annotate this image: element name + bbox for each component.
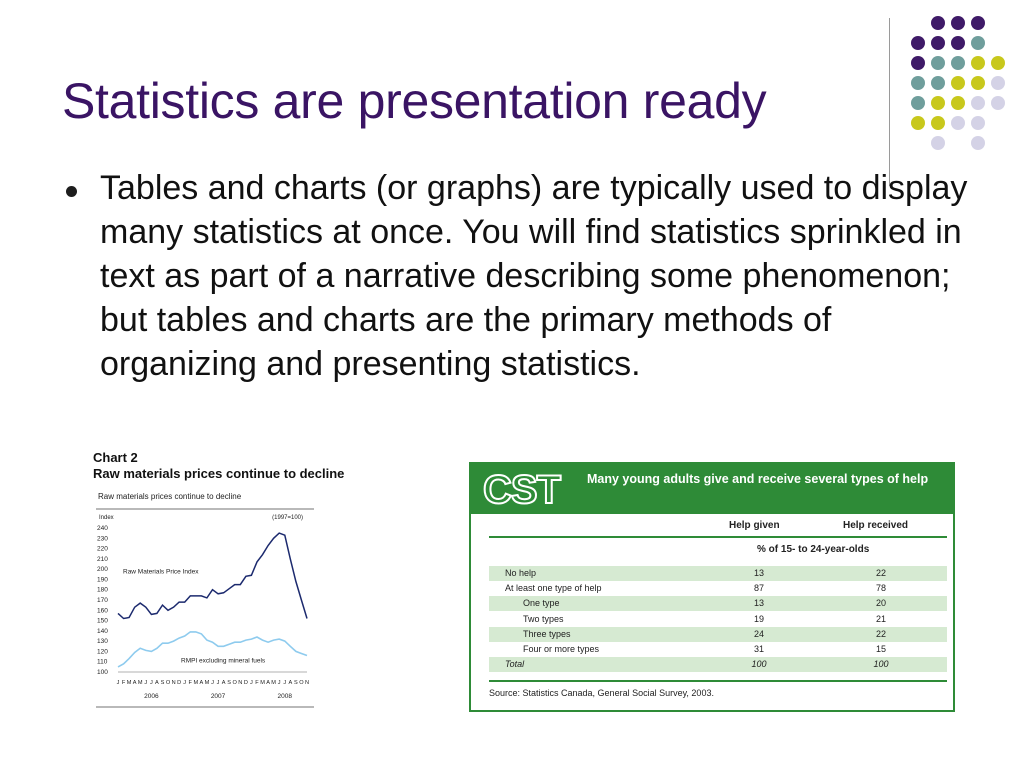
y-tick-label: 230 xyxy=(97,535,108,543)
x-tick-label: M xyxy=(193,680,199,686)
y-axis-label: Index xyxy=(99,515,114,521)
table-row xyxy=(489,627,947,642)
x-tick-label: O xyxy=(299,680,304,686)
decorative-dot xyxy=(931,56,945,70)
decorative-dot xyxy=(971,76,985,90)
y-tick-label: 140 xyxy=(97,627,108,635)
decorative-dot xyxy=(971,116,985,130)
y-tick-label: 100 xyxy=(97,669,108,676)
table-unit: % of 15- to 24-year-olds xyxy=(757,544,870,555)
bullet-icon xyxy=(66,186,77,197)
decorative-dot xyxy=(911,116,925,130)
table-row xyxy=(489,596,947,611)
series-label: RMPI excluding mineral fuels xyxy=(181,657,266,665)
y-tick-label: 110 xyxy=(97,658,108,666)
chart-header xyxy=(93,450,344,482)
decorative-dot xyxy=(931,136,945,150)
help-received-value: 78 xyxy=(875,583,886,594)
y-tick-label: 150 xyxy=(97,617,108,625)
table-row xyxy=(489,642,947,657)
table-rule-top xyxy=(489,536,947,538)
x-tick-label: M xyxy=(137,680,143,686)
decorative-dot xyxy=(951,116,965,130)
decorative-dot xyxy=(971,56,985,70)
y-tick-label: 220 xyxy=(97,545,108,553)
help-given-value: 24 xyxy=(753,628,764,639)
decorative-dot xyxy=(971,36,985,50)
x-tick-label: J xyxy=(149,680,153,686)
x-tick-label: A xyxy=(199,680,204,686)
decorative-dot xyxy=(951,16,965,30)
x-tick-label: N xyxy=(304,680,310,686)
x-tick-label: M xyxy=(126,680,132,686)
column-header-given: Help given xyxy=(729,520,780,531)
x-tick-label: S xyxy=(160,680,165,686)
table-title: Many young adults give and receive several types of help xyxy=(587,472,929,486)
year-label: 2006 xyxy=(144,693,159,700)
bullet-text: Tables and charts (or graphs) are typically used to display many statistics at once. You will find statistics sprinkled in text as part of a narrative describing some phenomenon; but tables and charts are the primary methods of organizing and presenting statistics. xyxy=(100,169,968,383)
x-tick-label: J xyxy=(283,680,287,686)
decorative-dot xyxy=(951,76,965,90)
x-tick-label: M xyxy=(260,680,265,686)
row-label: Total xyxy=(505,659,525,670)
decorative-dot xyxy=(931,116,945,130)
decorative-dot xyxy=(951,56,965,70)
row-label: Two types xyxy=(523,613,564,624)
table-header-band xyxy=(471,464,953,514)
y-tick-label: 240 xyxy=(97,525,108,532)
row-label: One type xyxy=(523,598,560,609)
help-received-value: 21 xyxy=(875,613,886,624)
y-tick-label: 210 xyxy=(97,555,108,563)
chart-number: Chart 2 xyxy=(93,450,138,465)
y-tick-label: 190 xyxy=(97,576,108,584)
x-tick-label: A xyxy=(266,680,270,686)
x-tick-label: N xyxy=(171,680,176,686)
x-tick-label: A xyxy=(221,680,226,686)
x-tick-label: J xyxy=(250,680,253,686)
help-given-value: 87 xyxy=(753,583,764,594)
x-tick-label: A xyxy=(155,680,159,686)
row-label: Three types xyxy=(523,628,571,639)
decorative-dot xyxy=(911,76,925,90)
decorative-dot xyxy=(991,96,1005,110)
help-given-value: 13 xyxy=(753,598,764,609)
table-row xyxy=(489,581,947,596)
help-given-value: 19 xyxy=(753,613,764,624)
help-received-value: 22 xyxy=(875,628,886,639)
decorative-dot xyxy=(911,56,925,70)
x-tick-label: J xyxy=(116,680,120,686)
table-row xyxy=(489,612,947,627)
table-row xyxy=(489,566,947,581)
decorative-dot xyxy=(931,16,945,30)
help-given-value: 31 xyxy=(753,644,764,654)
decorative-dot xyxy=(951,96,965,110)
x-tick-label: J xyxy=(183,680,187,686)
help-given-value: 13 xyxy=(753,568,764,578)
y-tick-label: 170 xyxy=(97,597,108,604)
y-tick-label: 160 xyxy=(97,607,108,615)
decorative-dot xyxy=(931,96,945,110)
x-tick-label: F xyxy=(255,680,259,686)
decorative-dot xyxy=(911,96,925,110)
x-tick-label: J xyxy=(277,680,281,686)
row-label: No help xyxy=(505,568,537,578)
y-tick-label: 180 xyxy=(97,586,108,594)
x-tick-label: O xyxy=(232,680,237,686)
row-label: At least one type of help xyxy=(505,583,602,594)
decorative-dot xyxy=(991,76,1005,90)
decorative-dot xyxy=(951,36,965,50)
x-tick-label: O xyxy=(165,680,171,686)
y-tick-label: 200 xyxy=(97,566,108,574)
year-label: 2007 xyxy=(210,693,226,700)
help-received-value: 100 xyxy=(873,659,889,670)
decorative-dot xyxy=(971,96,985,110)
table-source: Source: Statistics Canada, General Social Survey, 2003. xyxy=(489,688,714,698)
help-received-value: 20 xyxy=(875,598,886,609)
column-header-received: Help received xyxy=(843,520,909,531)
decorative-dot xyxy=(931,76,945,90)
decorative-dot xyxy=(911,36,925,50)
x-tick-label: J xyxy=(144,680,148,686)
x-tick-label: M xyxy=(271,680,276,686)
chart-headline: Raw materials prices continue to decline xyxy=(93,466,345,481)
x-tick-label: D xyxy=(177,680,182,686)
x-tick-label: J xyxy=(216,680,220,686)
x-tick-label: J xyxy=(211,680,214,686)
help-received-value: 22 xyxy=(875,568,886,578)
slide-title: Statistics are presentation ready xyxy=(62,73,767,129)
statistics-table-card xyxy=(469,462,955,712)
help-given-value: 100 xyxy=(751,659,767,670)
index-base-note: (1997=100) xyxy=(272,515,303,521)
x-tick-label: M xyxy=(204,680,210,686)
x-tick-label: A xyxy=(132,680,137,686)
chart-title: Raw materials prices continue to decline xyxy=(98,492,242,501)
table-row xyxy=(489,657,947,672)
series-label: Raw Materials Price Index xyxy=(123,568,199,576)
y-tick-label: 120 xyxy=(97,648,108,656)
line-chart xyxy=(95,508,315,713)
x-tick-label: F xyxy=(188,680,192,686)
x-tick-label: S xyxy=(227,680,232,686)
decorative-dot xyxy=(931,36,945,50)
series-line-rmpi xyxy=(118,533,307,618)
x-tick-label: D xyxy=(243,680,248,686)
y-tick-label: 130 xyxy=(97,638,108,646)
decorative-dot xyxy=(971,16,985,30)
help-received-value: 15 xyxy=(875,644,886,654)
table-rule-bottom xyxy=(489,680,947,682)
x-tick-label: S xyxy=(294,680,298,686)
cst-logo: CST xyxy=(483,468,560,512)
row-label: Four or more types xyxy=(523,644,600,654)
decorative-dot xyxy=(971,136,985,150)
x-tick-label: F xyxy=(121,680,126,686)
year-label: 2008 xyxy=(277,693,292,700)
decorative-dot xyxy=(991,56,1005,70)
x-tick-label: N xyxy=(238,680,243,686)
x-tick-label: A xyxy=(288,680,293,686)
